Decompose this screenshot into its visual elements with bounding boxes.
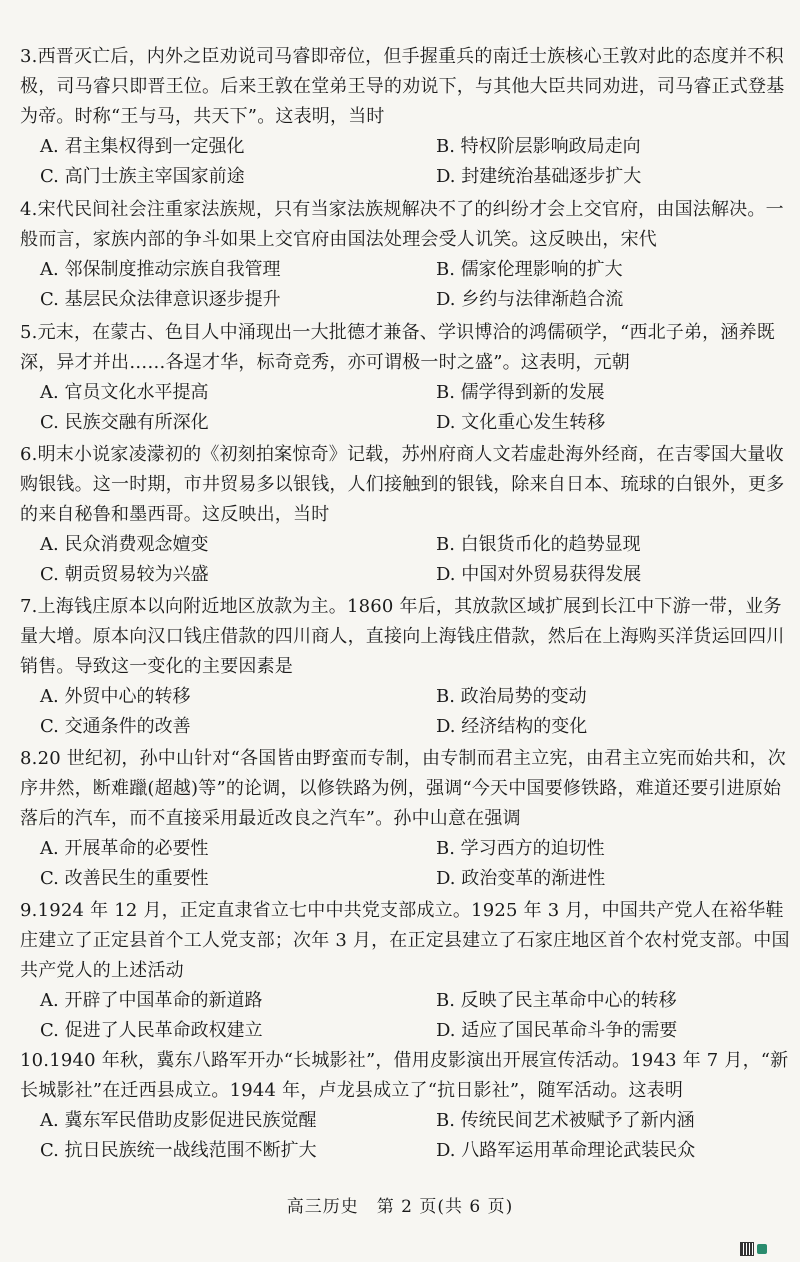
question-stem: 5.元末，在蒙古、色目人中涌现出一大批德才兼备、学识博洽的鸿儒硕学，“西北子弟，涵养既深，异才并出……各逞才华，标奇竞秀，亦可谓极一时之盛”。这表明，元朝 — [20, 322, 775, 373]
option-d: D. 适应了国民革命斗争的需要 — [436, 1020, 678, 1041]
option-d: D. 中国对外贸易获得发展 — [436, 564, 642, 585]
option-a: A. 君主集权得到一定强化 — [40, 136, 245, 157]
option-a: A. 开辟了中国革命的新道路 — [40, 990, 263, 1011]
option-c: C. 促进了人民革命政权建立 — [40, 1020, 263, 1041]
options — [20, 1106, 790, 1166]
option-d: D. 政治变革的渐进性 — [436, 868, 606, 889]
scanner-logo-icon — [757, 1244, 767, 1254]
option-d: D. 封建统治基础逐步扩大 — [436, 166, 642, 187]
option-c: C. 改善民生的重要性 — [40, 868, 209, 889]
option-a: A. 邻保制度推动宗族自我管理 — [40, 259, 281, 280]
option-d: D. 八路军运用革命理论武装民众 — [436, 1140, 696, 1161]
question-stem: 7.上海钱庄原本以向附近地区放款为主。1860 年后，其放款区域扩展到长江中下游一带，业务量大增。原本向汉口钱庄借款的四川商人，直接向上海钱庄借款，然后在上海购买洋货运回四川销售。导致这一变化的主要因素是 — [20, 596, 785, 677]
options — [20, 378, 790, 438]
options — [20, 834, 790, 894]
option-b: B. 反映了民主革命中心的转移 — [436, 990, 677, 1011]
options — [20, 682, 790, 742]
option-d: D. 经济结构的变化 — [436, 716, 588, 737]
option-b: B. 儒家伦理影响的扩大 — [436, 259, 623, 280]
option-b: B. 传统民间艺术被赋予了新内涵 — [436, 1110, 695, 1131]
option-b: B. 学习西方的迫切性 — [436, 838, 605, 859]
question-6 — [20, 440, 790, 590]
option-b: B. 儒学得到新的发展 — [436, 382, 605, 403]
question-5 — [20, 318, 790, 438]
question-stem: 10.1940 年秋，冀东八路军开办“长城影社”，借用皮影演出开展宣传活动。1943 年 7 月，“新长城影社”在迁西县成立。1944 年，卢龙县成立了“抗日影社”，随军活动。这表明 — [20, 1050, 789, 1101]
qr-code-icon — [740, 1242, 754, 1256]
options — [20, 530, 790, 590]
question-stem: 9.1924 年 12 月，正定直隶省立七中中共党支部成立。1925 年 3 月，中国共产党人在裕华鞋庄建立了正定县首个工人党支部；次年 3 月，在正定县建立了石家庄地区首个农村党支部。中国共产党人的上述活动 — [20, 900, 790, 981]
question-8 — [20, 744, 790, 894]
option-c: C. 抗日民族统一战线范围不断扩大 — [40, 1140, 317, 1161]
option-d: D. 乡约与法律渐趋合流 — [436, 289, 624, 310]
option-d: D. 文化重心发生转移 — [436, 412, 606, 433]
option-c: C. 基层民众法律意识逐步提升 — [40, 289, 281, 310]
question-10 — [20, 1046, 790, 1166]
question-7 — [20, 592, 790, 742]
options — [20, 255, 790, 315]
option-b: B. 政治局势的变动 — [436, 686, 587, 707]
option-b: B. 特权阶层影响政局走向 — [436, 136, 641, 157]
question-9 — [20, 896, 790, 1046]
option-b: B. 白银货币化的趋势显现 — [436, 534, 641, 555]
option-c: C. 民族交融有所深化 — [40, 412, 209, 433]
options — [20, 132, 790, 192]
option-a: A. 官员文化水平提高 — [40, 382, 209, 403]
option-a: A. 民众消费观念嬗变 — [40, 534, 209, 555]
option-a: A. 开展革命的必要性 — [40, 838, 209, 859]
question-4 — [20, 195, 790, 315]
option-a: A. 冀东军民借助皮影促进民族觉醒 — [40, 1110, 317, 1131]
option-c: C. 交通条件的改善 — [40, 716, 191, 737]
options — [20, 986, 790, 1046]
question-stem: 8.20 世纪初，孙中山针对“各国皆由野蛮而专制，由专制而君主立宪，由君主立宪而始共和，次序井然，断难躐(超越)等”的论调，以修铁路为例，强调“今天中国要修铁路，难道还要引进原始落后的汽车，而不直接采用最近改良之汽车”。孙中山意在强调 — [20, 748, 786, 829]
option-c: C. 朝贡贸易较为兴盛 — [40, 564, 209, 585]
question-stem: 4.宋代民间社会注重家法族规，只有当家法族规解决不了的纠纷才会上交官府，由国法解决。一般而言，家族内部的争斗如果上交官府由国法处理会受人讥笑。这反映出，宋代 — [20, 199, 784, 250]
option-c: C. 高门士族主宰国家前途 — [40, 166, 245, 187]
option-a: A. 外贸中心的转移 — [40, 686, 191, 707]
question-3 — [20, 42, 790, 192]
question-stem: 6.明末小说家凌濛初的《初刻拍案惊奇》记载，苏州府商人文若虚赴海外经商，在吉零国大量收购银钱。这一时期，市井贸易多以银钱，人们接触到的银钱，除来自日本、琉球的白银外，更多的来自秘鲁和墨西哥。这反映出，当时 — [20, 444, 785, 525]
question-stem: 3.西晋灭亡后，内外之臣劝说司马睿即帝位，但手握重兵的南迁士族核心王敦对此的态度并不积极，司马睿只即晋王位。后来王敦在堂弟王导的劝说下，与其他大臣共同劝进，司马睿正式登基为帝。时称“王与马，共天下”。这表明，当时 — [20, 46, 785, 127]
scanner-watermark — [740, 1242, 767, 1256]
page-footer: 高三历史 第 2 页(共 6 页) — [286, 1197, 514, 1217]
